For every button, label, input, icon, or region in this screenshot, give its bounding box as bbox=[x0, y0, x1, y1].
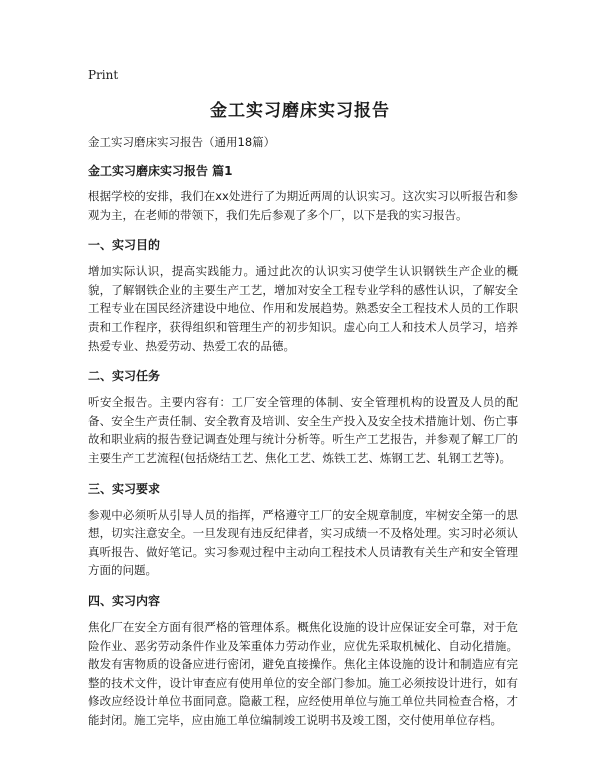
intro-paragraph: 根据学校的安排，我们在xx处进行了为期近两周的认识实习。这次实习以听报告和参观为主，在老师的带领下，我们先后参观了多个厂，以下是我的实习报告。 bbox=[88, 189, 518, 222]
intro-paragraph-block bbox=[88, 187, 518, 224]
document-title: 金工实习磨床实习报告 bbox=[210, 101, 390, 121]
section-purpose bbox=[88, 236, 518, 355]
section-body: 焦化厂在安全方面有很严格的管理体系。概焦化设施的设计应保证安全可靠，对于危险作业、恶劣劳动条件作业及笨重体力劳动作业，应优先采取机械化、自动化措施。散发有害物质的设备应进行密闭，避免直接操作。焦化主体设施的设计和制造应有完整的技术文件，设计审查应有使用单位的安全部门参加。施工必须按设计进行，如有修改应经设计单位书面同意。隐蔽工程，应经使用单位与施工单位共同检查合格，才能封闭。施工完毕，应由施工单位编制竣工说明书及竣工图，交付使用单位存档。 bbox=[88, 619, 518, 727]
section-body: 参观中必须听从引导人员的指挥，严格遵守工厂的安全规章制度，牢树安全第一的思想，切实注意安全。一旦发现有违反纪律者，实习成绩一不及格处理。实习时必须认真听报告、做好笔记。实习参观过程中主动向工程技术人员请教有关生产和安全管理方面的问题。 bbox=[88, 507, 518, 578]
document-body bbox=[88, 134, 518, 741]
document-subtitle: 金工实习磨床实习报告（通用18篇） bbox=[88, 135, 276, 149]
section-tasks bbox=[88, 367, 518, 467]
print-label: Print bbox=[88, 68, 119, 82]
section-body: 听安全报告。主要内容有：工厂安全管理的体制、安全管理机构的设置及人员的配备、安全生产责任制、安全教育及培训、安全生产投入及安全技术措施计划、伤亡事故和职业病的报告登记调查处理与统计分析等。听生产工艺报告，并参观了解工厂的主要生产工艺流程(包括烧结工艺、焦化工艺、炼铁工艺、炼钢工艺、轧钢工艺等)。 bbox=[88, 395, 518, 465]
section-content bbox=[88, 592, 518, 730]
article-title: 金工实习磨床实习报告 篇1 bbox=[88, 164, 233, 178]
section-heading: 二、实习任务 bbox=[88, 369, 161, 384]
section-requirements bbox=[88, 480, 518, 580]
section-heading: 三、实习要求 bbox=[88, 481, 161, 496]
section-heading: 一、实习目的 bbox=[88, 238, 161, 253]
section-body: 增加实际认识，提高实践能力。通过此次的认识实习使学生认识钢铁生产企业的概貌，了解钢铁企业的主要生产工艺，增加对安全工程专业学科的感性认识，了解安全工程专业在国民经济建设中地位、作用和发展趋势。熟悉安全工程技术人员的工作职责和工作程序，获得组织和管理生产的初步知识。虚心向工人和技术人员学习，培养热爱专业、热爱劳动、热爱工农的品德。 bbox=[88, 264, 518, 353]
section-heading: 四、实习内容 bbox=[88, 593, 161, 608]
